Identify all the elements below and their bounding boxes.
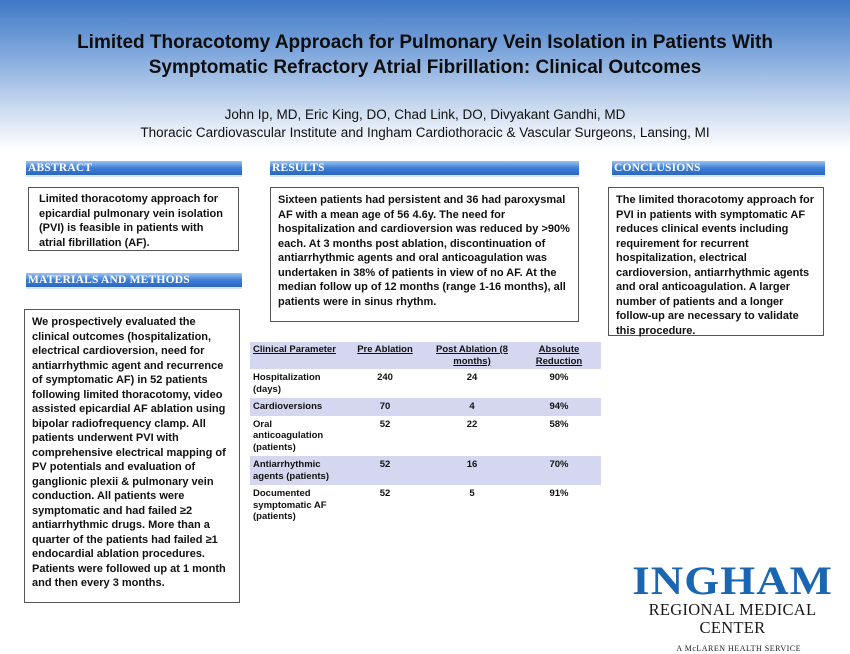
results-heading: RESULTS: [270, 161, 579, 177]
table-cell-pre: 52: [379, 488, 391, 499]
methods-box: [24, 309, 240, 603]
poster-title: [0, 30, 850, 80]
logo-tagline: A McLAREN HEALTH SERVICE: [676, 644, 801, 653]
table-cell-reduction: 91%: [549, 488, 569, 499]
table-header-row: [250, 342, 601, 369]
table-cell-post: 24: [466, 372, 478, 383]
author-block: [0, 106, 850, 142]
title-line-1: Limited Thoracotomy Approach for Pulmonary Vein Isolation in Patients With: [77, 32, 773, 53]
table-cell-reduction: 58%: [549, 418, 569, 430]
column-header: Pre Ablation: [343, 342, 427, 369]
table-cell-pre: 52: [343, 456, 427, 485]
abstract-heading: ABSTRACT: [26, 161, 242, 177]
table-row: [250, 369, 601, 398]
results-text: Sixteen patients had persistent and 36 had paroxysmal AF with a mean age of 56 4.6y. The need for hospitalization and cardioversion was reduced by >90% each. At 3 months post ablation, discontinuation of antiarrhythmic agents and oral anticoagulation was undertaken in 38% of patients in view of no AF. At the median follow up of 12 months (range 1-16 months), all patients were in sinus rhythm.: [278, 194, 570, 308]
logo-subtitle: REGIONAL MEDICAL CENTER: [648, 600, 817, 637]
conclusions-box: [608, 187, 824, 336]
table-cell-parameter: Antiarrhythmic agents (patients): [250, 456, 343, 485]
table-cell-pre: 240: [377, 372, 393, 383]
results-box: [270, 187, 579, 322]
table-cell-reduction: 70%: [517, 456, 601, 485]
table-row: [250, 456, 601, 485]
table-cell-reduction: 94%: [517, 398, 601, 416]
table-cell-parameter: Oral anticoagulation (patients): [253, 418, 324, 453]
table-cell-reduction: 90%: [549, 372, 569, 383]
column-header: Absolute Reduction: [517, 342, 601, 369]
affiliation: Thoracic Cardiovascular Institute and Ingham Cardiothoracic & Vascular Surgeons, Lansing, MI: [140, 125, 710, 140]
table-cell-pre: 52: [379, 418, 391, 430]
table-row: [250, 416, 601, 457]
logo-name: INGHAM: [632, 558, 833, 603]
results-table: [250, 342, 601, 526]
table-cell-post: 16: [427, 456, 517, 485]
table-cell-parameter: Documented symptomatic AF (patients): [253, 488, 327, 522]
conclusions-text: The limited thoracotomy approach for PVI in patients with symptomatic AF reduces clinical events including requirement for recurrent hospitalization, electrical cardioversion, antiarrhythmic agents and oral anticoagulation. A larger number of patients and a longer follow-up are necessary to validate this procedure.: [616, 194, 815, 337]
table-cell-post: 22: [466, 418, 478, 430]
title-line-2: Symptomatic Refractory Atrial Fibrillation: Clinical Outcomes: [148, 57, 702, 78]
methods-text: We prospectively evaluated the clinical outcomes (hospitalization, electrical cardioversion, need for antiarrhythmic agent and recurrence of symptomatic AF) in 52 patients following limited thoracotomy, video assisted epicardial AF ablation using bipolar radiofrequency clamp. All patients underwent PVI with comprehensive electrical mapping of PV potentials and evaluation of ganglionic plexii & pulmonary vein conduction. All patients were symptomatic and had failed ≥2 antiarrhythmic drugs. More than a quarter of the patients had failed ≥1 endocardial ablation procedures. Patients were followed up at 1 month and then every 3 months.: [32, 316, 226, 589]
ingham-logo: [620, 558, 845, 654]
column-header: Clinical Parameter: [250, 342, 343, 369]
column-header: Post Ablation (8 months): [427, 342, 517, 369]
table-cell-parameter: Hospitalization (days): [253, 372, 321, 395]
table-row: [250, 485, 601, 526]
methods-heading: MATERIALS AND METHODS: [26, 273, 242, 289]
table-cell-post: 4: [427, 398, 517, 416]
abstract-text: Limited thoracotomy approach for epicardial pulmonary vein isolation (PVI) is feasible in patients with atrial fibrillation (AF).: [39, 193, 223, 249]
authors: John Ip, MD, Eric King, DO, Chad Link, DO, Divyakant Gandhi, MD: [224, 107, 626, 122]
table-cell-pre: 70: [343, 398, 427, 416]
table-cell-post: 5: [469, 488, 475, 499]
table-row: [250, 398, 601, 416]
conclusions-heading: CONCLUSIONS: [612, 161, 825, 177]
abstract-box: [28, 187, 239, 251]
table-cell-parameter: Cardioversions: [250, 398, 343, 416]
